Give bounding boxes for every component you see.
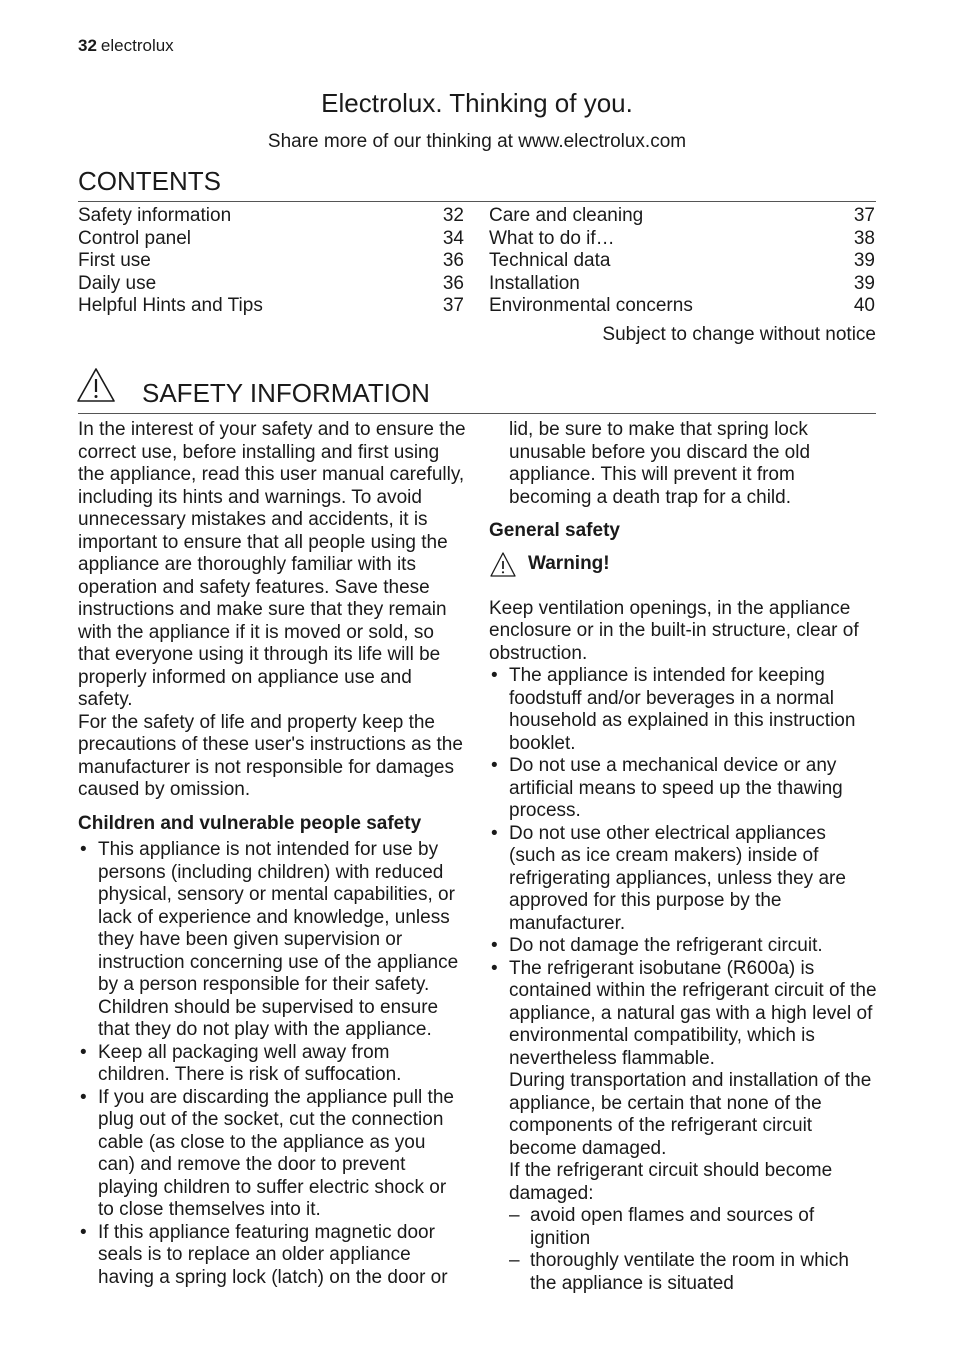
warning-label: Warning! <box>528 553 610 575</box>
list-item-text: The refrigerant isobutane (R600a) is contained within the refrigerant circuit of the appliance, a natural gas with a high level of environmental compatibility, which is nevertheless flammable. <box>509 957 877 1069</box>
toc-page: 36 <box>442 272 464 294</box>
toc-page: 37 <box>442 295 464 317</box>
list-item: • Keep all packaging well away from children. There is risk of suffocation. <box>78 1042 466 1087</box>
general-safety-heading: General safety <box>489 520 620 541</box>
toc-page: 39 <box>853 250 875 272</box>
sub-list-item: – thoroughly ventilate the room in which the appliance is situated <box>509 1250 877 1295</box>
toc-label: Installation <box>489 272 580 294</box>
list-item-text: This appliance is not intended for use by persons (including children) with reduced physical, sensory or mental capabilities, or lack of experience and knowledge, unless they have been given supervision or instruction concerning use of the appliance by a person responsible for their safety. <box>98 839 459 995</box>
toc-label: Environmental concerns <box>489 295 693 317</box>
toc-entry[interactable] <box>489 250 875 273</box>
intro-paragraph: In the interest of your safety and to ensure the correct use, before installing and first using the appliance, read this user manual carefully, including its hints and warnings. To avoid unnecessary mistakes and accidents, it is important to ensure that all people using the appliance are thoroughly familiar with its operation and safety features. Save these instructions and make sure that they remain with the appliance if it is moved or sold, so that everyone using it through its life will be properly informed on appliance use and safety. <box>78 419 466 710</box>
ventilation-paragraph: Keep ventilation openings, in the appliance enclosure or in the built-in structure, clear of obstruction. <box>489 597 859 664</box>
contents-divider <box>78 201 876 202</box>
toc-entry[interactable] <box>489 273 875 296</box>
toc-entry[interactable] <box>78 295 464 318</box>
toc-label: Control panel <box>78 227 192 249</box>
change-notice: Subject to change without notice <box>602 324 876 345</box>
share-text: Share more of our thinking at www.electrolux.com <box>267 131 687 152</box>
left-text-column <box>78 419 466 1289</box>
list-item-continuation: lid, be sure to make that spring lock unusable before you discard the old appliance. This will prevent it from becoming a death trap for a child. <box>509 419 811 508</box>
list-item: • The appliance is intended for keeping foodstuff and/or beverages in a normal household as explained in this instruction booklet. <box>489 665 877 755</box>
toc-label: Helpful Hints and Tips <box>78 295 263 317</box>
toc-label: What to do if… <box>489 227 615 249</box>
brand-name: electrolux <box>100 36 174 55</box>
list-item: • Do not damage the refrigerant circuit. <box>489 935 877 958</box>
slogan: Electrolux. Thinking of you. <box>321 88 633 118</box>
general-safety-list <box>489 665 877 1295</box>
list-item-text: Children should be supervised to ensure that they do not play with the appliance. <box>98 996 439 1040</box>
list-item: • Do not use other electrical appliances (such as ice cream makers) inside of refrigerating appliances, unless they are approved for this purpose by the manufacturer. <box>489 823 877 936</box>
toc-entry[interactable] <box>489 228 875 251</box>
warning-triangle-icon <box>76 367 116 403</box>
toc-left-column <box>78 205 464 318</box>
toc-page: 39 <box>853 272 875 294</box>
toc-page: 40 <box>853 295 875 317</box>
toc-page: 38 <box>853 227 875 249</box>
contents-title: CONTENTS <box>78 166 221 196</box>
list-item: • If you are discarding the appliance pull the plug out of the socket, cut the connection cable (as close to the appliance as you can) and remove the door to prevent playing children to suffer electric shock or to close themselves into it. <box>78 1087 466 1222</box>
toc-page: 34 <box>442 227 464 249</box>
warning-triangle-icon <box>489 551 517 579</box>
safety-divider <box>78 413 876 414</box>
toc-entry[interactable] <box>489 295 875 318</box>
toc-label: Safety information <box>78 205 232 226</box>
list-item <box>78 839 466 1042</box>
toc-entry[interactable] <box>78 228 464 251</box>
toc-entry[interactable] <box>78 250 464 273</box>
page-header <box>78 36 174 56</box>
list-item-text: During transportation and installation of the appliance, be certain that none of the components of the refrigerant circuit become damaged. <box>509 1070 872 1159</box>
safety-section-title: SAFETY INFORMATION <box>142 378 430 408</box>
list-item: • Do not use a mechanical device or any artificial means to speed up the thawing process. <box>489 755 877 823</box>
sub-list <box>509 1205 877 1295</box>
page-number: 32 <box>78 36 97 55</box>
list-item: • If this appliance featuring magnetic door seals is to replace an older appliance having a spring lock (latch) on the door or <box>78 1222 466 1290</box>
list-item-text: If the refrigerant circuit should become damaged: <box>509 1160 833 1204</box>
toc-label: Care and cleaning <box>489 205 644 226</box>
children-safety-list <box>78 839 466 1289</box>
warning-callout <box>489 551 877 579</box>
toc-page: 37 <box>853 205 875 226</box>
intro-paragraph: For the safety of life and property keep the precautions of these user's instructions as the manufacturer is not responsible for damages caused by omission. <box>78 711 463 800</box>
toc-entry[interactable] <box>78 205 464 228</box>
children-safety-heading: Children and vulnerable people safety <box>78 812 422 834</box>
right-text-column <box>489 419 877 1295</box>
toc-right-column <box>489 205 875 318</box>
sub-list-item: – avoid open flames and sources of ignition <box>509 1205 877 1250</box>
toc-page: 32 <box>442 205 464 226</box>
list-item <box>489 958 877 1296</box>
toc-page: 36 <box>442 250 464 272</box>
toc-label: First use <box>78 250 151 272</box>
toc-label: Technical data <box>489 250 611 272</box>
toc-entry[interactable] <box>78 273 464 296</box>
toc-entry[interactable] <box>489 205 875 228</box>
toc-label: Daily use <box>78 272 157 294</box>
